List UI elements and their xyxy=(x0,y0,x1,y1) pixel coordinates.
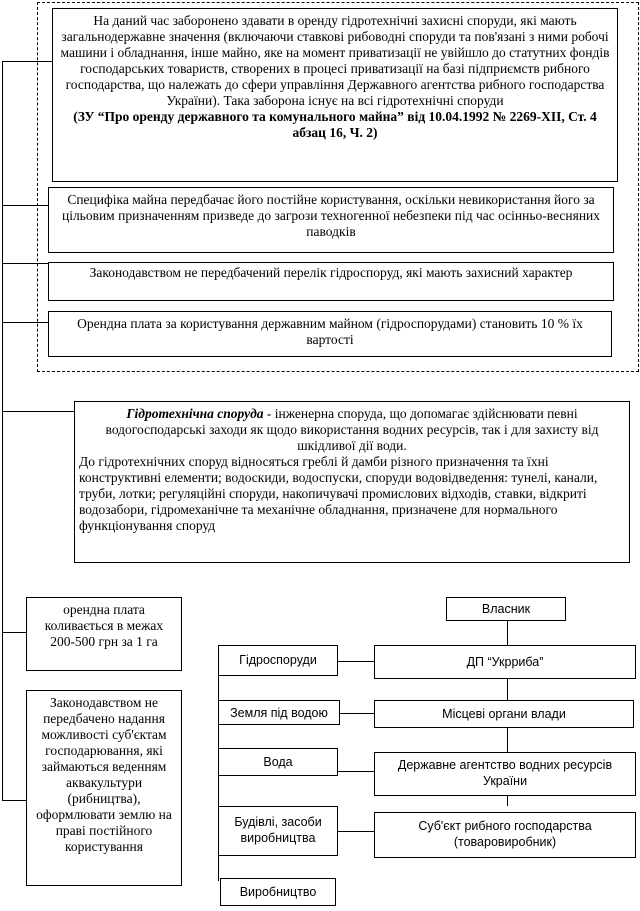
ban-text: На даний час заборонено здавати в оренду гідротехнічні захисні споруди, які мають загальнодержавне значення (включаючи ставкові рибоводні споруди та пов'язані з ними робочі машини і обладнання, інше майно, яке на момент приватизації не увійшло до статутних фондів господарських товариств, створених в процесі приватизації на базі підприємств рибного господарства, що належать до сфери управління Державного агентства рибного господарства України). Така заборона існує на всі гідротехнічні споруди xyxy=(60,13,610,108)
connector-ban xyxy=(2,61,52,62)
specifics-text: Специфіка майна передбачає його постійне користування, оскільки невикористання його за цільовим призначенням призведе до загрози техногенної небезпеки під час осінньо-весняних паводків xyxy=(61,192,601,239)
definition-types: До гідротехнічних споруд відносяться греблі й дамби різного призначення та їхні конструктивні елементи; водоскиди, водоспуски, споруди водовідведення: тунелі, канали, труби, лотки; регуляційні споруди, накопичувачі промислових відходів, ставки, відкриті водозабори, гідромеханічне та механічне обладнання, призначене для нормального функціонування споруд xyxy=(79,454,598,533)
owner-ukrryba-label: ДП “Укрриба” xyxy=(466,655,544,669)
definition-box xyxy=(74,401,630,563)
ban-box xyxy=(52,8,618,182)
asset-hydro-label: Гідроспоруди xyxy=(239,653,317,667)
definition-heading xyxy=(79,406,625,454)
connector-land-owner xyxy=(340,713,374,714)
owner-local-gov xyxy=(374,700,634,728)
owner-box xyxy=(446,597,566,621)
rent-range-text: орендна плата коливається в межах 200-500 грн за 1 га xyxy=(44,602,164,649)
connector-water-owner xyxy=(338,771,374,772)
asset-land-label: Земля під водою xyxy=(230,706,328,720)
owner-local-gov-label: Місцеві органи влади xyxy=(442,707,566,721)
definition-term-rest: - інженерна споруда, що допомагає здійснювати певні водогосподарські заходи як щодо використання водних ресурсів, так і для захисту від шкідливої дії води. xyxy=(105,406,599,453)
asset-production xyxy=(220,878,336,906)
rent-rate-text: Орендна плата за користування державним майном (гідроспорудами) становить 10 % їх вартості xyxy=(77,316,583,347)
owner-label: Власник xyxy=(481,602,531,616)
main-connector xyxy=(2,61,3,801)
owner-fish-entity xyxy=(374,812,636,858)
owner-water-agency xyxy=(374,752,636,796)
asset-production-label: Виробництво xyxy=(239,885,317,899)
connector-buildings-owner xyxy=(338,831,374,832)
land-note-box xyxy=(26,690,182,886)
asset-hydro xyxy=(218,645,338,676)
asset-water-label: Вода xyxy=(263,755,293,769)
definition-term: Гідротехнічна споруда xyxy=(126,406,264,421)
connector-rent-rate xyxy=(2,322,48,323)
connector-land-note xyxy=(2,800,26,801)
rent-rate-box xyxy=(48,311,612,357)
specifics-box xyxy=(48,187,614,253)
asset-buildings-label: Будівлі, засоби виробництва xyxy=(234,815,322,845)
asset-water xyxy=(218,748,338,776)
land-note-text: Законодавством не передбачено надання можливості суб'єктам господарювання, які займаються веденням аквакультури (рибництва), оформлювати землю на праві постійного користування xyxy=(36,695,172,854)
connector-definition xyxy=(2,411,74,412)
asset-land xyxy=(218,700,340,725)
connector-hydro-owner xyxy=(338,661,374,662)
connector-no-list xyxy=(2,263,48,264)
connector-rent-range xyxy=(2,632,26,633)
connector-specifics xyxy=(2,205,48,206)
no-list-box xyxy=(48,262,614,301)
asset-buildings xyxy=(218,806,338,856)
owner-ukrryba xyxy=(374,645,636,679)
owner-fish-entity-label: Суб'єкт рибного господарства (товаровиробник) xyxy=(418,819,592,849)
rent-range-box xyxy=(26,597,182,671)
no-list-text: Законодавством не передбачений перелік гідроспоруд, які мають захисний характер xyxy=(89,265,573,280)
ban-law: (ЗУ “Про оренду державного та комунального майна” від 10.04.1992 № 2269-ХІІ, Ст. 4 абзац 16, Ч. 2) xyxy=(73,109,597,140)
owner-water-agency-label: Державне агентство водних ресурсів України xyxy=(397,758,613,788)
